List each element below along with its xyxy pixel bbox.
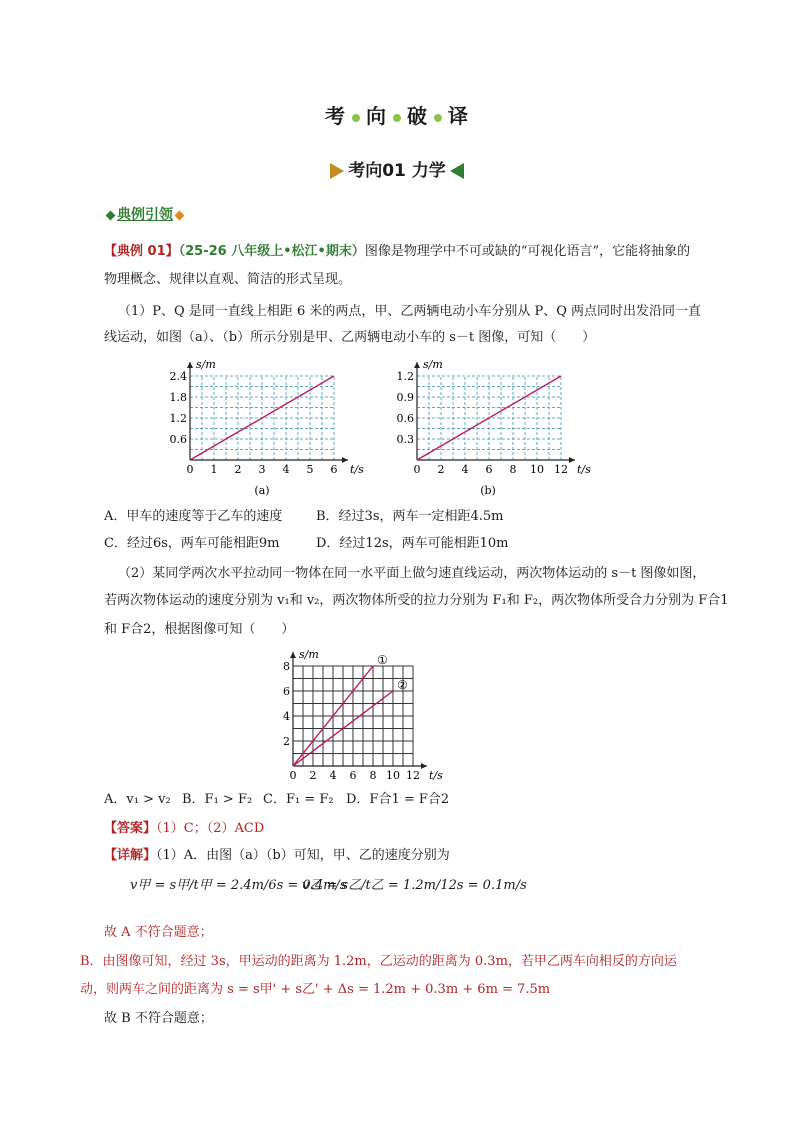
y-axis-label: s/m <box>423 358 443 371</box>
q2-option-b: B．F₁ > F₂ <box>182 792 253 807</box>
q1-option-d: D．经过12s，两车可能相距10m <box>316 536 509 551</box>
example-intro-line2: 物理概念、规律以直观、简洁的形式呈现。 <box>104 272 352 287</box>
chart-a <box>160 352 364 500</box>
y-tick-label: 1.2 <box>396 370 414 383</box>
x-tick-label: 0 <box>186 463 194 476</box>
x-tick-label: 4 <box>329 769 337 782</box>
title-char: 考 <box>325 104 346 128</box>
section-label <box>104 204 186 224</box>
title-dot-icon <box>352 114 360 122</box>
y-tick-label: 0.3 <box>396 433 414 446</box>
q2-option-c: C．F₁ = F₂ <box>263 792 334 807</box>
x-axis-label: t/s <box>429 769 443 782</box>
x-tick-label: 4 <box>461 463 469 476</box>
question1-line1: （1）P、Q 是同一直线上相距 6 米的两点，甲、乙两辆电动小车分别从 P、Q 两点同时出发沿同一直 <box>118 304 702 319</box>
y-tick-label: 1.2 <box>169 412 187 425</box>
x-tick-label: 3 <box>258 463 266 476</box>
x-tick-label: 8 <box>509 463 517 476</box>
title-dot-icon <box>434 114 442 122</box>
q1-option-a: A．甲车的速度等于乙车的速度 <box>104 509 283 524</box>
q1-option-c: C．经过6s，两车可能相距9m <box>104 536 280 551</box>
detail-line1 <box>104 848 450 864</box>
answer-line <box>104 821 264 837</box>
question2-line1: （2）某同学两次水平拉动同一物体在同一水平面上做匀速直线运动，两次物体运动的 s－t 图像如图， <box>118 566 706 581</box>
y-tick-label: 6 <box>283 685 290 698</box>
y-tick-label: 2.4 <box>169 370 187 383</box>
title-char: 破 <box>407 104 428 128</box>
arrow-left-icon <box>450 163 464 179</box>
arrow-right-icon <box>330 163 344 179</box>
q1-option-b: B．经过3s，两车一定相距4.5m <box>316 509 504 524</box>
diamond-icon <box>106 210 116 220</box>
y-tick-label: 0.9 <box>396 391 414 404</box>
page-title <box>0 100 794 129</box>
x-tick-label: 4 <box>282 463 290 476</box>
y-axis-label: s/m <box>196 358 216 371</box>
chart-a-caption: (a) <box>254 484 270 497</box>
x-tick-label: 2 <box>309 769 317 782</box>
chart-c <box>278 646 448 786</box>
title-dot-icon <box>393 114 401 122</box>
x-tick-label: 6 <box>349 769 357 782</box>
y-axis-label: s/m <box>299 648 319 661</box>
y-tick-label: 0.6 <box>169 433 187 446</box>
chart-b-caption: (b) <box>480 484 496 497</box>
x-tick-label: 2 <box>437 463 445 476</box>
x-tick-label: 10 <box>386 769 400 782</box>
x-tick-label: 0 <box>413 463 421 476</box>
x-axis-arrow-icon <box>421 763 427 769</box>
answer-text: （1）C；（2）ACD <box>156 821 265 836</box>
title-char: 向 <box>366 104 387 128</box>
example-intro-line1 <box>104 244 690 260</box>
x-tick-label: 6 <box>485 463 493 476</box>
q2-option-d: D．F合1 = F合2 <box>346 792 450 807</box>
x-axis-label: t/s <box>577 463 591 476</box>
y-tick-label: 2 <box>283 735 290 748</box>
x-tick-label: 1 <box>210 463 218 476</box>
intro-text: 图像是物理学中不可或缺的“可视化语言”，它能将抽象的 <box>364 244 691 259</box>
detail-b-line1: B．由图像可知，经过 3s，甲运动的距离为 1.2m，乙运动的距离为 0.3m，若甲乙两车向相反的方向运 <box>80 954 677 969</box>
example-source: （25-26 八年级上•松江•期末） <box>178 244 365 259</box>
y-tick-label: 4 <box>283 710 290 723</box>
detail-text: （1）A．由图（a）（b）可知，甲、乙的速度分别为 <box>156 848 450 863</box>
x-tick-label: 5 <box>306 463 314 476</box>
x-tick-label: 6 <box>330 463 338 476</box>
y-tick-label: 8 <box>283 660 290 673</box>
y-axis-arrow-icon <box>187 362 193 368</box>
question2-line2: 若两次物体运动的速度分别为 v₁和 v₂，两次物体所受的拉力分别为 F₁和 F₂，两次物体所受合力分别为 F合1 <box>104 593 729 608</box>
y-axis-arrow-icon <box>290 652 296 658</box>
section-subtitle <box>0 156 794 181</box>
x-tick-label: 2 <box>234 463 242 476</box>
subtitle-text: 考向01 力学 <box>348 161 446 181</box>
x-axis-label: t/s <box>350 463 364 476</box>
detail-tag: 【详解】 <box>104 848 157 863</box>
answer-tag: 【答案】 <box>104 821 157 836</box>
formula-jia: v甲 = s甲/t甲 = 2.4m/6s = 0.4m/s <box>130 878 347 893</box>
chart-c-grid <box>293 666 413 766</box>
x-axis-arrow-icon <box>569 457 575 463</box>
detail-b-line2: 动，则两车之间的距离为 s = s甲' + s乙' + Δs = 1.2m + 0.3m + 6m = 7.5m <box>80 982 551 997</box>
y-tick-label: 1.8 <box>169 391 187 404</box>
series-label: ② <box>397 678 408 692</box>
formula-yi: v乙 = s乙/t乙 = 1.2m/12s = 0.1m/s <box>302 878 527 893</box>
y-tick-label: 0.6 <box>396 412 414 425</box>
x-tick-label: 10 <box>530 463 544 476</box>
conclusion-b: 故 B 不符合题意； <box>104 1011 213 1026</box>
chart-c-axes <box>290 652 427 769</box>
section-label-text: 典例引领 <box>117 207 173 223</box>
chart-b <box>385 352 595 500</box>
example-tag: 【典例 01】 <box>104 244 179 259</box>
x-tick-label: 0 <box>289 769 297 782</box>
diamond-icon <box>175 210 185 220</box>
q2-option-a: A．v₁ > v₂ <box>104 792 171 807</box>
series-label: ① <box>377 653 388 667</box>
x-axis-arrow-icon <box>342 457 348 463</box>
y-axis-arrow-icon <box>414 362 420 368</box>
x-tick-label: 12 <box>554 463 568 476</box>
conclusion-a: 故 A 不符合题意； <box>104 925 213 940</box>
x-tick-label: 12 <box>406 769 420 782</box>
question1-line2: 线运动，如图（a）、（b）所示分别是甲、乙两辆电动小车的 s－t 图像，可知（ ） <box>104 330 596 345</box>
question2-line3: 和 F合2，根据图像可知（ ） <box>104 622 295 637</box>
x-tick-label: 8 <box>369 769 377 782</box>
title-char: 译 <box>448 104 469 128</box>
